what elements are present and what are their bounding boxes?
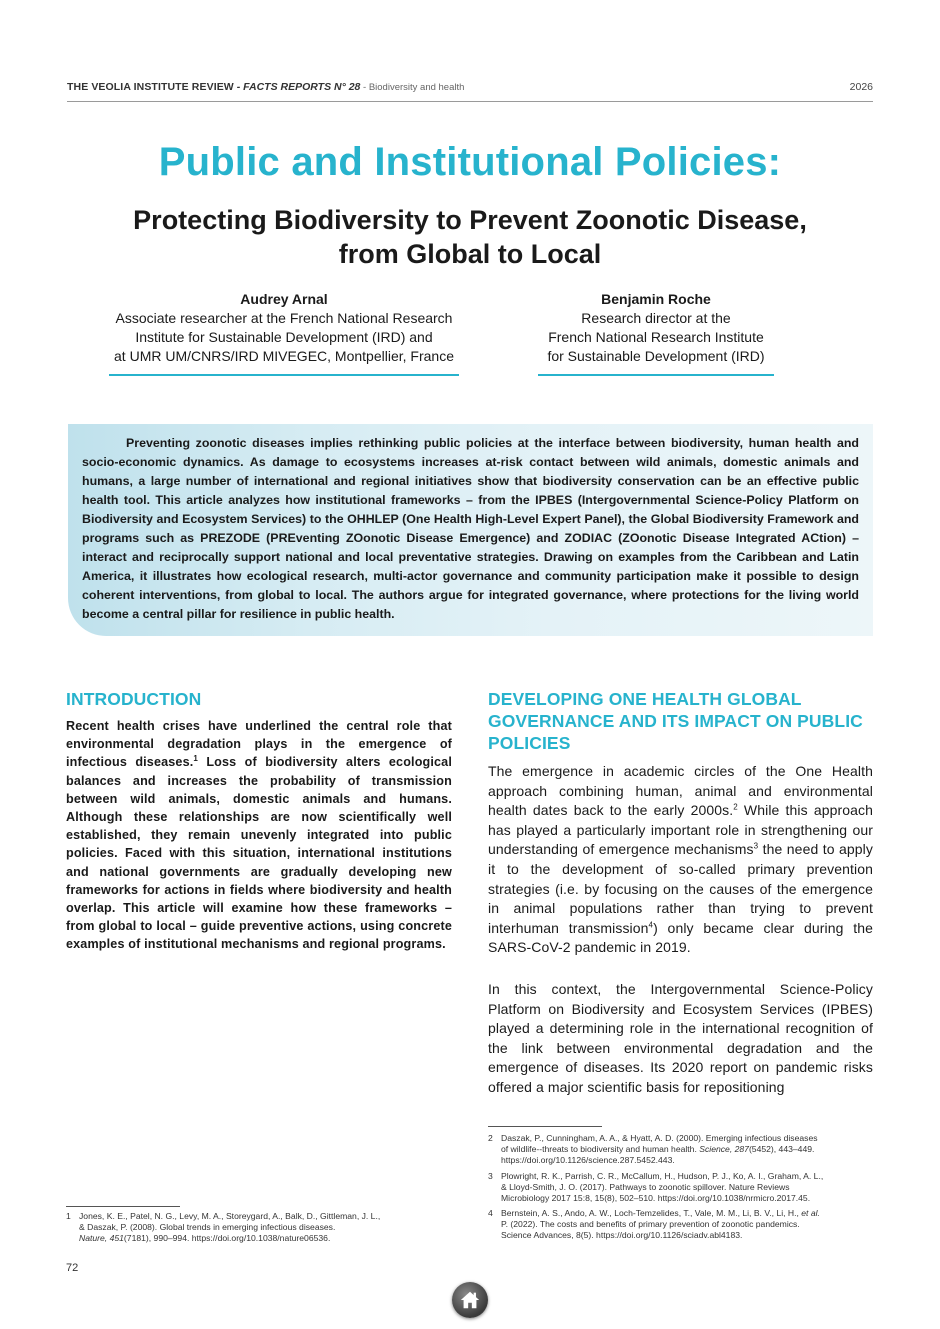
footnote-ref-2[interactable]: 2 xyxy=(733,802,738,812)
intro-text-part: Recent health crises have underlined the central role that environmental degradation plays in the emergence of infectious diseases. xyxy=(66,719,452,770)
footnote-line xyxy=(501,1144,818,1155)
abstract-text: Preventing zoonotic diseases implies rethinking public policies at the interface between biodiversity, human health and socio-economic dynamics. As damage to ecosystems increases at-risk contact between wild animals, domestic animals and humans, a large number of international and regional initiatives show that biodiversity conservation can be an effective public health tool. This article analyzes how institutional frameworks – from the IPBES (Intergovernmental Science-Policy Platform on Biodiversity and Ecosystem Services) to the OHHLEP (One Health High-Level Expert Panel), the Global Biodiversity Framework and programs such as PREZODE (PREventing ZOonotic Disease Emergence) and ZODIAC (ZOonotic Disease Integrated ACtion) – interact and reciprocally support national and local preventative strategies. Drawing on examples from the Caribbean and Latin America, it illustrates how ecological research, multi-actor governance and community participation make it possible to design coherent interventions, from global to local. The authors argue for integrated governance, where protections for the living world become a central pillar for resilience in public health. xyxy=(82,436,859,621)
footnote-ref-4[interactable]: 4 xyxy=(648,920,654,930)
developing-paragraph-2: In this context, the Intergovernmental Science-Policy Platform on Biodiversity and Ecosystem Services (IPBES) played a determining role in the international recognition of the link between environmental degradation and the emergence of diseases. Its 2020 report on pandemic risks offered a major scientific basis for repositioning xyxy=(488,981,873,1095)
publication-name: THE VEOLIA INSTITUTE REVIEW xyxy=(67,81,234,93)
author-affiliation-line: at UMR UM/CNRS/IRD MIVEGEC, Montpellier, France xyxy=(114,348,454,364)
intro-text-part: Loss of biodiversity alters ecological balances and increases the probability of transmission between wild animals, domestic animals and humans. Although these relationships are now scientifically well established, they remain unevenly integrated into public policies. Faced with this situation, international institutions and national governments are gradually developing new frameworks for actions in fields where biodiversity and health overlap. This article will examine how these frameworks – from global to local – guide preventive actions, using concrete examples of institutional mechanisms and regional programs. xyxy=(66,755,452,952)
header-year: 2026 xyxy=(849,81,873,93)
developing-paragraph-1 xyxy=(488,762,873,958)
footnote-ref-1[interactable]: 1 xyxy=(193,754,198,764)
dev-text-part: ) only became clear during the SARS-CoV-2 pandemic in 2019. xyxy=(488,919,873,956)
author-affiliation-line: Institute for Sustainable Development (IRD) and xyxy=(135,329,433,345)
footnote-divider xyxy=(488,1126,602,1127)
subtitle-line-2: from Global to Local xyxy=(338,239,602,269)
footnote-doi-link[interactable]: Microbiology 2017 15:8, 15(8), 502–510. https://doi.org/10.1038/nrmicro.2017.45. xyxy=(501,1193,811,1203)
introduction-text xyxy=(66,717,452,954)
footnote-ref-3[interactable]: 3 xyxy=(753,841,759,851)
article-subtitle xyxy=(70,203,870,271)
footnote-line: Daszak, P., Cunningham, A. A., & Hyatt, A. D. (2000). Emerging infectious diseases xyxy=(501,1133,818,1143)
footnote-line-rest[interactable]: (7181), 990–994. https://doi.org/10.1038/nature06536. xyxy=(123,1233,331,1243)
author-name: Audrey Arnal xyxy=(240,291,328,307)
running-header-left xyxy=(67,81,464,93)
footnote-line-part: Bernstein, A. S., Ando, A. W., Loch-Temzelides, T., Vale, M. M., Li, B. V., Li, H., xyxy=(501,1208,802,1218)
footnote-number: 2 xyxy=(488,1133,493,1143)
footnote-3 xyxy=(488,1171,850,1205)
home-icon xyxy=(459,1289,481,1311)
issue-label: FACTS REPORTS N° 28 xyxy=(243,81,361,93)
header-divider xyxy=(67,101,873,102)
article-title: Public and Institutional Policies: xyxy=(158,140,782,184)
dev-text-part: The emergence in academic circles of the One Health approach combining human, animal and environmental health dates back to the early 2000s. xyxy=(488,763,873,819)
footnote-et-al: et al. xyxy=(801,1208,820,1218)
footnote-line: P. (2022). The costs and benefits of primary prevention of zoonotic pandemics. xyxy=(501,1219,800,1229)
header-separator-2: - xyxy=(360,82,369,93)
dev-text-part: the need to apply it to the development of so-called primary prevention strategies (i.e. by focusing on the causes of the emergence in animal populations rather than trying to prevent interhuman transmission xyxy=(488,841,873,936)
footnote-journal: Science, 287 xyxy=(699,1144,749,1154)
developing-heading: DEVELOPING ONE HEALTH GLOBAL GOVERNANCE AND ITS IMPACT ON PUBLIC POLICIES xyxy=(488,689,863,753)
footnote-line: & Daszak, P. (2008). Global trends in emerging infectious diseases. xyxy=(79,1222,336,1232)
author-name: Benjamin Roche xyxy=(601,291,711,307)
footnote-1 xyxy=(66,1211,406,1245)
introduction-heading: INTRODUCTION xyxy=(66,689,202,709)
footnote-divider xyxy=(66,1206,180,1207)
footnote-line: Plowright, R. K., Parrish, C. R., McCallum, H., Hudson, P. J., Ko, A. I., Graham, A. L., xyxy=(501,1171,824,1181)
page-number: 72 xyxy=(66,1262,79,1274)
author-affiliation-line: for Sustainable Development (IRD) xyxy=(547,348,765,364)
footnote-2 xyxy=(488,1133,850,1167)
footnote-doi-link[interactable]: https://doi.org/10.1126/science.287.5452.443. xyxy=(501,1155,675,1165)
running-header xyxy=(67,78,873,98)
footnote-line-part: (5452), 443–449. xyxy=(748,1144,815,1154)
footnote-line xyxy=(501,1208,820,1219)
dev-text-part: While this approach has played a particularly important role in strengthening our understanding of emergence mechanisms xyxy=(488,802,873,858)
footnote-journal: Nature, 451 xyxy=(79,1233,124,1243)
footnote-number: 3 xyxy=(488,1171,493,1181)
footnote-line: Jones, K. E., Patel, N. G., Levy, M. A., Storeygard, A., Balk, D., Gittleman, J. L., xyxy=(79,1211,381,1221)
header-separator: - xyxy=(233,81,244,93)
footnote-4 xyxy=(488,1208,850,1242)
author-block-arnal xyxy=(104,290,464,366)
footnote-doi-link[interactable]: Science Advances, 8(5). https://doi.org/10.1126/sciadv.abl4183. xyxy=(501,1230,743,1240)
author-affiliation-line: Research director at the xyxy=(581,310,731,326)
footnote-line xyxy=(79,1233,380,1244)
footnote-number: 4 xyxy=(488,1208,493,1218)
home-button[interactable] xyxy=(452,1282,488,1318)
author-affiliation-line: French National Research Institute xyxy=(548,329,764,345)
author-affiliation-line: Associate researcher at the French National Research xyxy=(115,310,453,326)
subtitle-line-1: Protecting Biodiversity to Prevent Zoonotic Disease, xyxy=(133,205,807,235)
section-label: Biodiversity and health xyxy=(368,82,465,93)
author-divider xyxy=(109,374,459,376)
author-block-roche xyxy=(520,290,792,366)
footnote-number: 1 xyxy=(66,1211,71,1221)
footnote-line-part: of wildlife--threats to biodiversity and human health. xyxy=(501,1144,700,1154)
footnote-line: & Lloyd-Smith, J. O. (2017). Pathways to zoonotic spillover. Nature Reviews xyxy=(501,1182,790,1192)
author-divider xyxy=(538,374,774,376)
